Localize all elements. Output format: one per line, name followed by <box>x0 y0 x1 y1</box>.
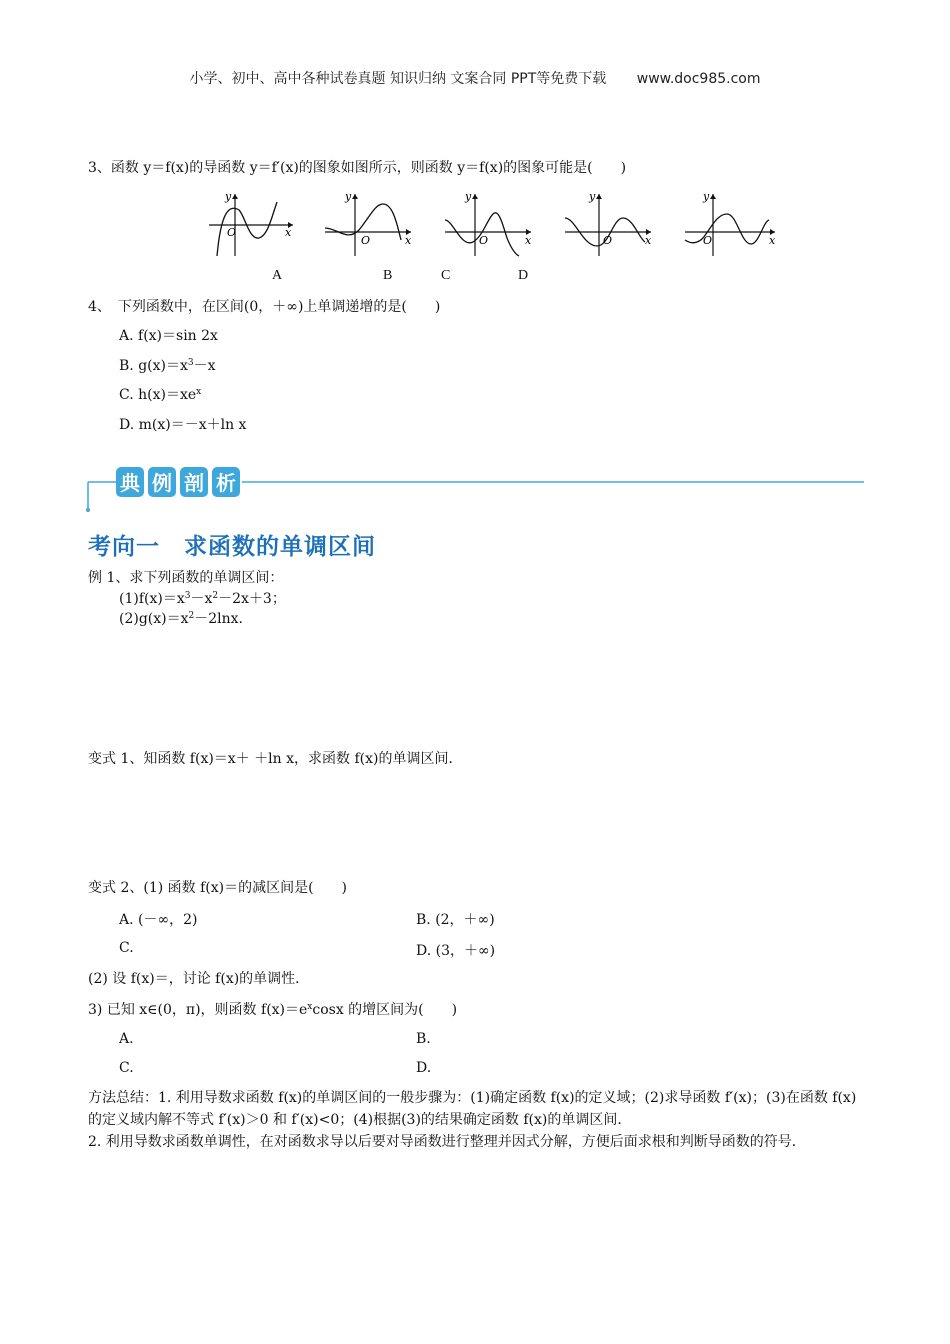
graph-label-b: B <box>383 268 393 283</box>
svg-text:O: O <box>703 234 713 247</box>
q4-stem: 4、 下列函数中，在区间(0，＋∞)上单调递增的是( ) <box>88 299 441 315</box>
graph-b <box>443 190 535 260</box>
variant2-part3-option-a: A. <box>119 1031 134 1047</box>
variant2-title: 变式 2、(1) 函数 f(x)＝的减区间是( ) <box>88 880 348 896</box>
svg-text:y: y <box>345 190 352 203</box>
svg-text:y: y <box>465 190 472 203</box>
y-arrow <box>232 194 238 199</box>
header-site[interactable]: www.doc985.com <box>636 71 761 87</box>
section-banner <box>86 462 866 517</box>
variant2-option-d: D. (3，＋∞) <box>416 943 496 959</box>
graph-a <box>323 190 415 260</box>
variant2-option-a: A. (－∞，2) <box>119 912 198 928</box>
graph-label-c: C <box>441 268 451 283</box>
banner-char-3: 剖 <box>184 471 204 495</box>
banner-char-4: 析 <box>216 471 236 495</box>
ex1-title: 例 1、求下列函数的单调区间： <box>88 570 284 586</box>
svg-text:x: x <box>525 234 532 247</box>
ex1-part1: $(1)f(x)=x^3-x^2-2x+3$； <box>119 591 286 607</box>
variant2-option-c: C. <box>119 940 134 956</box>
q4-option-a: A. f(x)＝sin 2x <box>119 328 218 344</box>
derivative-graph <box>205 190 297 260</box>
ex1-part2: $(2)g(x)=x^2-2\ln x$. <box>119 611 243 627</box>
origin-label: O <box>227 226 237 239</box>
summary-paragraph-1: 方法总结：1. 利用导数求函数 f(x)的单调区间的一般步骤为：(1)确定函数 f(x)的定义域；(2)求导函数 f′(x)；(3)在函数 f(x)的定义域内解不等式 f′(x)＞0 和 f′(x)<0；(4)根据(3)的结果确定函数 f(x)的单调区间． <box>88 1090 857 1128</box>
q3-graphs <box>205 190 785 260</box>
x-label: x <box>285 226 292 239</box>
header-text: 小学、初中、高中各种试卷真题 知识归纳 文案合同 PPT等免费下载 <box>189 71 607 87</box>
graph-c <box>563 190 655 260</box>
variant2-part3: 3) 已知 x∈(0，π)，则函数 $f(x)=e^x\cos x$ 的增区间为( ) <box>88 1002 458 1018</box>
svg-text:x: x <box>405 234 412 247</box>
variant2-part3-option-c: C. <box>119 1060 134 1076</box>
page-header <box>0 68 950 88</box>
graph-label-a: A <box>272 268 283 283</box>
banner-char-1: 典 <box>120 471 140 495</box>
variant2-part3-option-b: B. <box>416 1031 431 1047</box>
q4-option-c: C. $h(x)=xe^x$ <box>119 387 202 403</box>
q3-stem: 3、函数 y＝f(x)的导函数 y＝f′(x)的图象如图所示，则函数 y＝f(x)的图象可能是( ) <box>88 160 627 176</box>
svg-text:x: x <box>645 234 652 247</box>
svg-text:y: y <box>589 190 596 203</box>
banner-char-2: 例 <box>152 471 172 495</box>
summary-paragraph-2: 2. 利用导数求函数单调性，在对函数求导以后要对导函数进行整理并因式分解，方便后面求根和判断导函数的符号． <box>88 1134 806 1150</box>
svg-text:O: O <box>603 234 613 247</box>
curve <box>217 202 277 256</box>
svg-text:O: O <box>361 234 371 247</box>
q4-option-b: B. $g(x)=x^3-x$ <box>119 358 216 374</box>
graph-label-d: D <box>518 268 529 283</box>
y-label: y <box>225 190 232 203</box>
svg-text:y: y <box>703 190 710 203</box>
section-title: 考向一 求函数的单调区间 <box>88 534 376 560</box>
graph-d <box>683 190 783 260</box>
variant2-option-b: B. (2，＋∞) <box>416 912 495 928</box>
variant2-part3-option-d: D. <box>416 1060 432 1076</box>
q4-option-d: D. m(x)＝－x＋ln x <box>119 417 247 433</box>
svg-text:x: x <box>769 234 776 247</box>
variant2-part2: (2) 设 f(x)＝，讨论 f(x)的单调性． <box>88 971 310 987</box>
variant1-text: 变式 1、知函数 f(x)＝x＋ ＋ln x，求函数 f(x)的单调区间． <box>88 751 463 767</box>
svg-text:O: O <box>479 234 489 247</box>
